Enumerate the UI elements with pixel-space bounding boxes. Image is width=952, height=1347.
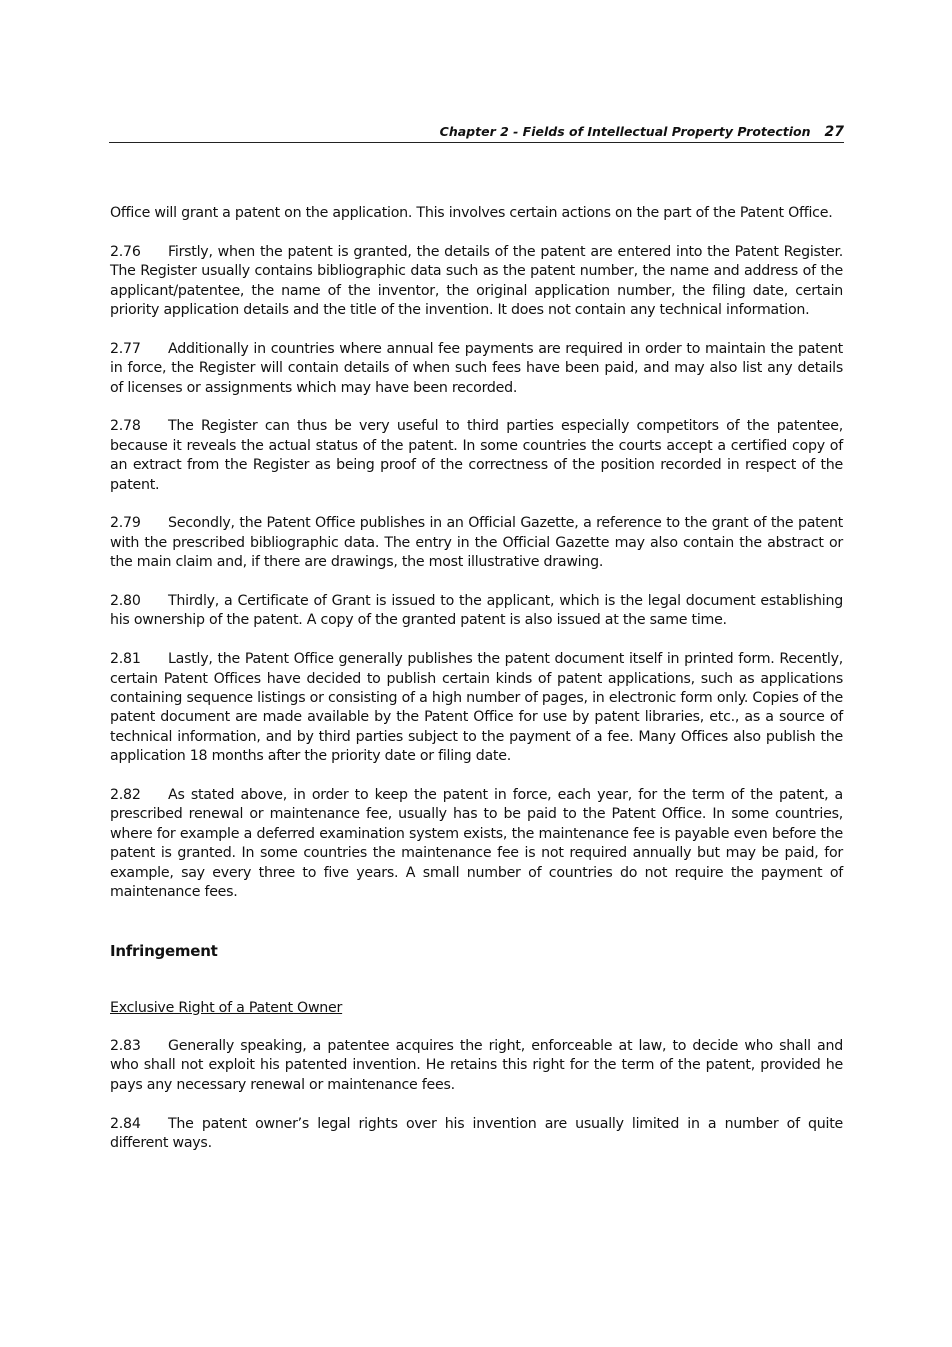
paragraph-number: 2.80 [110, 593, 141, 610]
paragraph-continuation [110, 204, 843, 223]
paragraph-text: As stated above, in order to keep the patent in force, each year, for the term of the patent, a prescribed renewal or maintenance fee, usually has to be paid to the Patent Office. In some countries, where for example a deferred examination system exists, the maintenance fee is payable even before the patent is granted. In some countries the maintenance fee is not required annually but may be paid, for example, say every three to five years. A small number of countries do not require the payment of maintenance fees. [110, 787, 843, 901]
running-header [109, 124, 844, 143]
paragraph-text: Lastly, the Patent Office generally publishes the patent document itself in printed form. Recently, certain Patent Offices have decided to publish certain kinds of patent applications, such as applications containing sequence listings or consisting of a high number of pages, in electronic form only. Copies of the patent document are made available by the Patent Office for use by patent libraries, etc., as a source of technical information, and by third parties subject to the payment of a fee. Many Offices also publish the application 18 months after the priority date or filing date. [110, 651, 843, 765]
page-number: 27 [824, 124, 844, 140]
paragraph-2-79 [110, 514, 843, 572]
paragraph-2-84 [110, 1115, 843, 1154]
paragraph-number: 2.84 [110, 1115, 141, 1132]
paragraph-text: Additionally in countries where annual fee payments are required in order to maintain the patent in force, the Register will contain details of when such fees have been paid, and may also list any details of licenses or assignments which may have been recorded. [110, 340, 843, 396]
paragraph-text: Firstly, when the patent is granted, the details of the patent are entered into the Patent Register. The Register usually contains bibliographic data such as the patent number, the name and address of the applicant/patentee, the name of the inventor, the original application number, the filing date, certain priority application details and the title of the invention. It does not contain any technical information. [110, 243, 843, 319]
subsection-heading: Exclusive Right of a Patent Owner [110, 999, 343, 1016]
paragraph-number: 2.82 [110, 787, 141, 804]
paragraph-2-80 [110, 592, 843, 631]
paragraph-2-78 [110, 417, 843, 495]
paragraph-number: 2.79 [110, 515, 141, 532]
paragraph-number: 2.83 [110, 1037, 141, 1054]
paragraph-text: Secondly, the Patent Office publishes in an Official Gazette, a reference to the grant of the patent with the prescribed bibliographic data. The entry in the Official Gazette may also contain the abstract or the main claim and, if there are drawings, the most illustrative drawing. [110, 515, 843, 571]
paragraph-text: Office will grant a patent on the application. This involves certain actions on the part of the Patent Office. [110, 205, 833, 221]
paragraph-text: Thirdly, a Certificate of Grant is issued to the applicant, which is the legal document establishing his ownership of the patent. A copy of the granted patent is also issued at the same time. [110, 593, 843, 629]
page-body [110, 204, 843, 1173]
paragraph-text: The patent owner’s legal rights over his invention are usually limited in a number of quite different ways. [110, 1115, 843, 1151]
paragraph-2-82 [110, 786, 843, 902]
paragraph-text: The Register can thus be very useful to third parties especially competitors of the patentee, because it reveals the actual status of the patent. In some countries the courts accept a certified copy of an extract from the Register as being proof of the correctness of the position recorded in respect of the patent. [110, 418, 843, 493]
paragraph-text: Generally speaking, a patentee acquires the right, enforceable at law, to decide who shall and who shall not exploit his patented invention. He retains this right for the term of the patent, provided he pays any necessary renewal or maintenance fees. [110, 1037, 843, 1093]
chapter-title: Chapter 2 - Fields of Intellectual Property Protection [439, 124, 811, 139]
paragraph-number: 2.81 [110, 651, 141, 668]
paragraph-number: 2.76 [110, 243, 141, 260]
section-heading: Infringement [110, 941, 218, 960]
paragraph-2-81 [110, 650, 843, 766]
paragraph-number: 2.77 [110, 340, 141, 357]
paragraph-2-76 [110, 243, 843, 321]
paragraph-2-77 [110, 340, 843, 398]
paragraph-2-83 [110, 1037, 843, 1095]
paragraph-number: 2.78 [110, 418, 141, 435]
